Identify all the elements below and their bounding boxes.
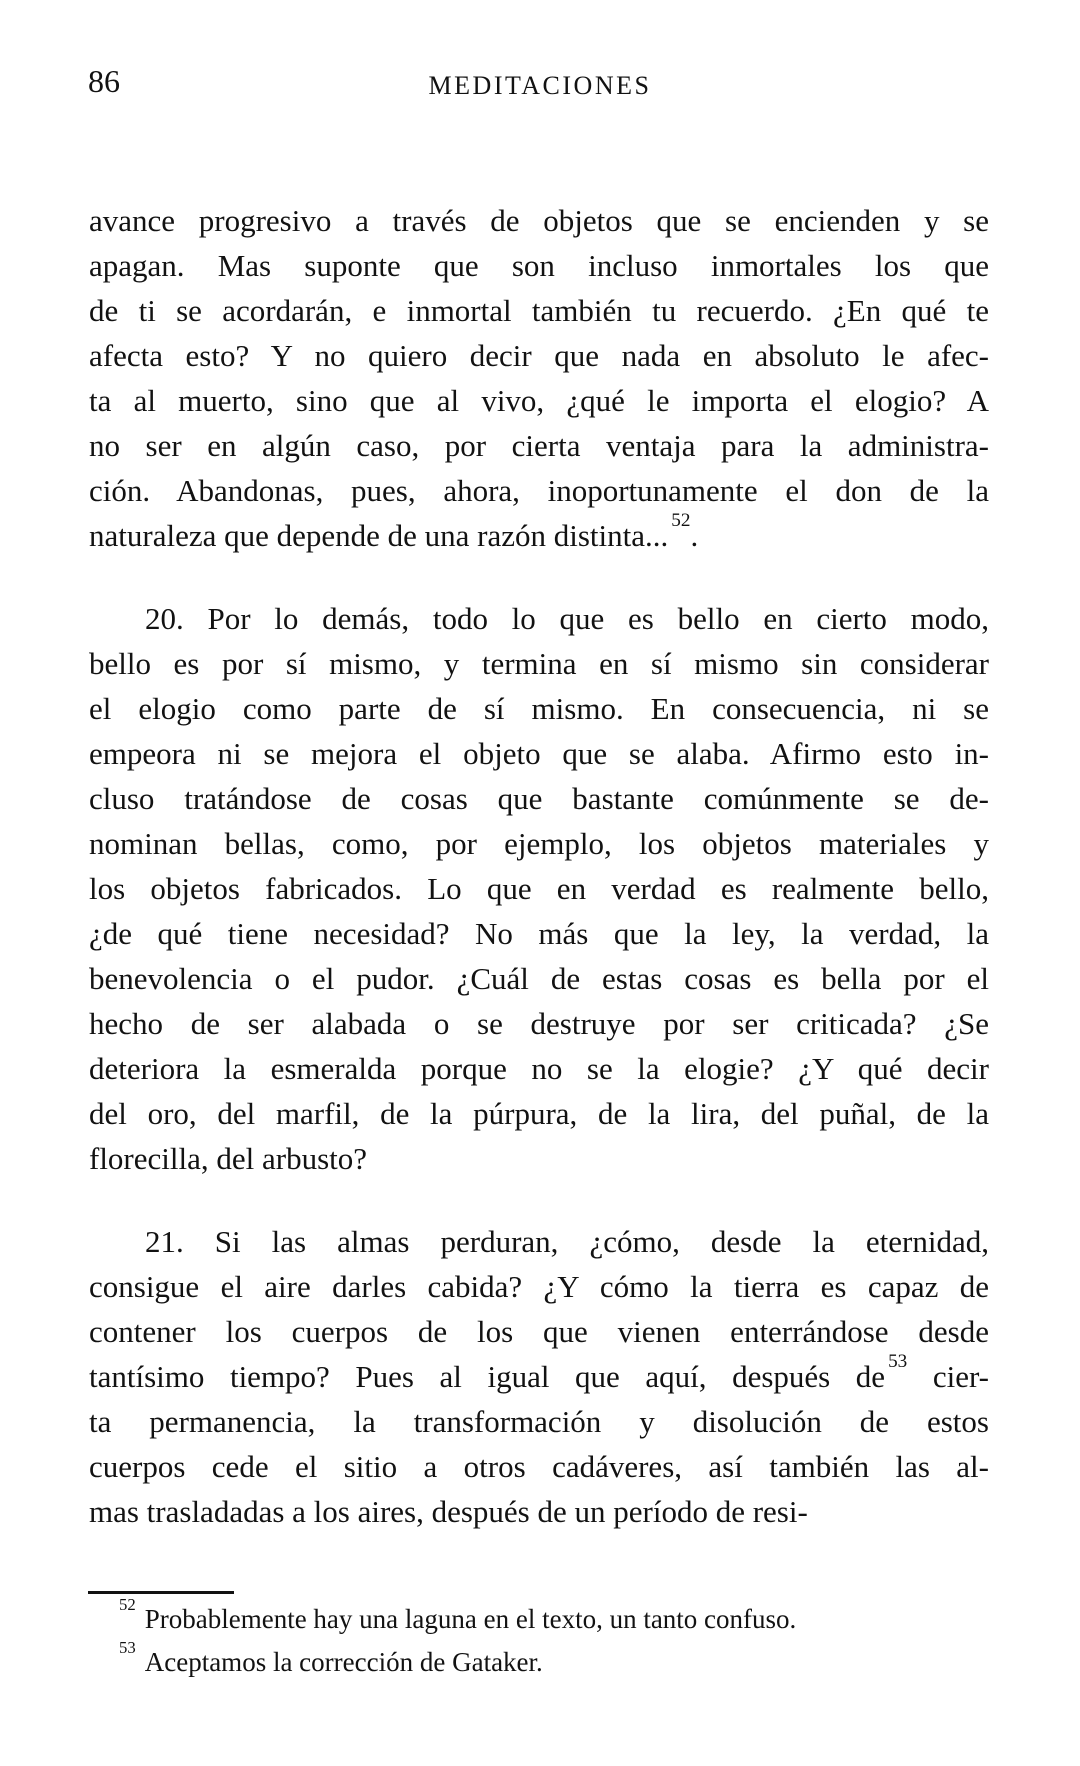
- footnote-marker: 52: [119, 1595, 136, 1615]
- footnote-divider-rule: [88, 1591, 234, 1594]
- footnote-item: $^{52}$ Probablemente hay una laguna en el texto, un tanto confuso.: [119, 1595, 797, 1634]
- text-line: contener los cuerpos de los que vienen enterrándose desde: [89, 1314, 989, 1349]
- text-line: florecilla, del arbusto?: [89, 1141, 368, 1176]
- text-line: ción. Abandonas, pues, ahora, inoportunamente el don de la: [89, 473, 989, 508]
- footnote-reference: 53: [888, 1351, 908, 1373]
- text-line: cuerpos cede el sitio a otros cadáveres, así también las al-: [89, 1449, 989, 1484]
- text-line: el elogio como parte de sí mismo. En consecuencia, ni se: [89, 691, 989, 726]
- body-text: [89, 198, 989, 1534]
- text-line: consigue el aire darles cabida? ¿Y cómo la tierra es capaz de: [89, 1269, 989, 1304]
- text-line: ta permanencia, la transformación y disolución de estos: [89, 1404, 989, 1439]
- footnotes: [89, 1595, 989, 1684]
- text-line: ¿de qué tiene necesidad? No más que la ley, la verdad, la: [89, 916, 989, 951]
- paragraph: [89, 1219, 989, 1534]
- paragraph: [89, 198, 989, 558]
- running-header: MEDITACIONES: [428, 71, 652, 100]
- text-line: 21. Si las almas perduran, ¿cómo, desde la eternidad,: [145, 1224, 989, 1259]
- paragraph: [89, 596, 989, 1181]
- text-line: benevolencia o el pudor. ¿Cuál de estas cosas es bella por el: [89, 961, 989, 996]
- footnote-item: $^{53}$ Aceptamos la corrección de Gataker.: [119, 1638, 543, 1677]
- text-line: empeora ni se mejora el objeto que se alaba. Afirmo esto in-: [89, 736, 989, 771]
- text-line: cluso tratándose de cosas que bastante comúnmente se de-: [89, 781, 989, 816]
- text-line: deteriora la esmeralda porque no se la elogie? ¿Y qué decir: [89, 1051, 989, 1086]
- text-line: bello es por sí mismo, y termina en sí mismo sin considerar: [89, 646, 989, 681]
- text-line: del oro, del marfil, de la púrpura, de la lira, del puñal, de la: [89, 1096, 989, 1131]
- text-line: hecho de ser alabada o se destruye por ser criticada? ¿Se: [89, 1006, 989, 1041]
- footnote-marker: 53: [119, 1638, 136, 1658]
- text-line: ta al muerto, sino que al vivo, ¿qué le importa el elogio? A: [89, 383, 989, 418]
- text-line: no ser en algún caso, por cierta ventaja para la administra-: [89, 428, 989, 463]
- text-line: naturaleza que depende de una razón distinta... $^{52}$.: [89, 510, 699, 553]
- text-line: apagan. Mas suponte que son incluso inmortales los que: [89, 248, 989, 283]
- text-line: mas trasladadas a los aires, después de un período de resi-: [89, 1494, 808, 1529]
- footnote-reference: 52: [671, 510, 691, 532]
- text-line: los objetos fabricados. Lo que en verdad es realmente bello,: [89, 871, 989, 906]
- page-number: 86: [88, 63, 120, 99]
- text-line: nominan bellas, como, por ejemplo, los objetos materiales y: [89, 826, 989, 861]
- text-line: tantísimo tiempo? Pues al igual que aquí, después de $^{53}$ cier-: [89, 1351, 989, 1394]
- text-line: avance progresivo a través de objetos que se encienden y se: [89, 203, 989, 238]
- text-line: afecta esto? Y no quiero decir que nada en absoluto le afec-: [89, 338, 989, 373]
- text-line: 20. Por lo demás, todo lo que es bello en cierto modo,: [145, 601, 989, 636]
- text-line: de ti se acordarán, e inmortal también tu recuerdo. ¿En qué te: [89, 293, 989, 328]
